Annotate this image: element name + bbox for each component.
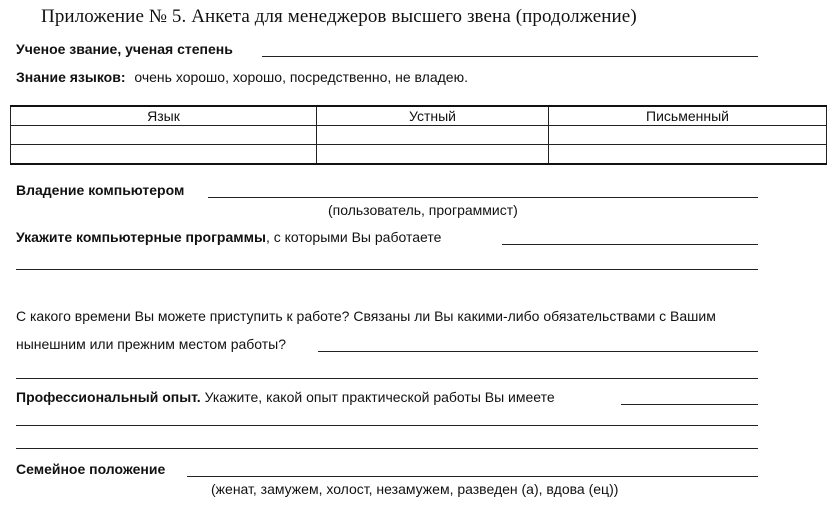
start-question-line2: нынешним или прежним местом работы?: [16, 336, 287, 352]
computer-skills-hint: (пользователь, программист): [328, 202, 518, 218]
academic-degree-field[interactable]: [262, 56, 758, 57]
marital-status-label: Семейное положение: [16, 461, 166, 477]
experience-label: Профессиональный опыт.: [16, 389, 201, 405]
table-cell-written[interactable]: [549, 145, 827, 165]
table-cell-language[interactable]: [11, 145, 317, 165]
programs-label-rest: , с которыми Вы работаете: [265, 229, 442, 245]
start-answer-field[interactable]: [318, 351, 758, 352]
table-row: [11, 126, 827, 145]
programs-field[interactable]: [502, 244, 758, 245]
start-question-line1: С какого времени Вы можете приступить к работе? Связаны ли Вы какими-либо обязательствами с Вашим: [16, 308, 716, 324]
table-row: [11, 145, 827, 165]
languages-scale: очень хорошо, хорошо, посредственно, не владею.: [134, 69, 468, 85]
programs-label: Укажите компьютерные программы: [16, 229, 266, 245]
languages-row: [16, 69, 468, 85]
column-header-language: Язык: [11, 106, 317, 126]
column-header-oral: Устный: [317, 106, 549, 126]
experience-extra-line-1[interactable]: [16, 425, 758, 426]
marital-status-field[interactable]: [187, 476, 758, 477]
table-cell-written[interactable]: [549, 126, 827, 145]
academic-degree-label: Ученое звание, ученая степень: [16, 41, 233, 57]
column-header-written: Письменный: [549, 106, 827, 126]
experience-field[interactable]: [621, 404, 758, 405]
computer-skills-field[interactable]: [208, 197, 758, 198]
languages-label: Знание языков:: [16, 69, 126, 85]
start-answer-extra-line[interactable]: [16, 378, 758, 379]
programs-field-extra-line[interactable]: [16, 269, 758, 270]
programs-row: [16, 229, 441, 245]
experience-label-rest: Укажите, какой опыт практической работы Вы имеете: [200, 389, 555, 405]
marital-status-hint: (женат, замужем, холост, незамужем, разведен (а), вдова (ец)): [211, 481, 619, 497]
page-title: Приложение № 5. Анкета для менеджеров высшего звена (продолжение): [41, 6, 637, 27]
languages-table: [10, 105, 827, 165]
table-cell-oral[interactable]: [317, 145, 549, 165]
table-cell-oral[interactable]: [317, 126, 549, 145]
experience-row: [16, 389, 555, 405]
languages-table-header-row: [11, 106, 827, 126]
computer-skills-label: Владение компьютером: [16, 182, 185, 198]
experience-extra-line-2[interactable]: [16, 448, 758, 449]
table-cell-language[interactable]: [11, 126, 317, 145]
